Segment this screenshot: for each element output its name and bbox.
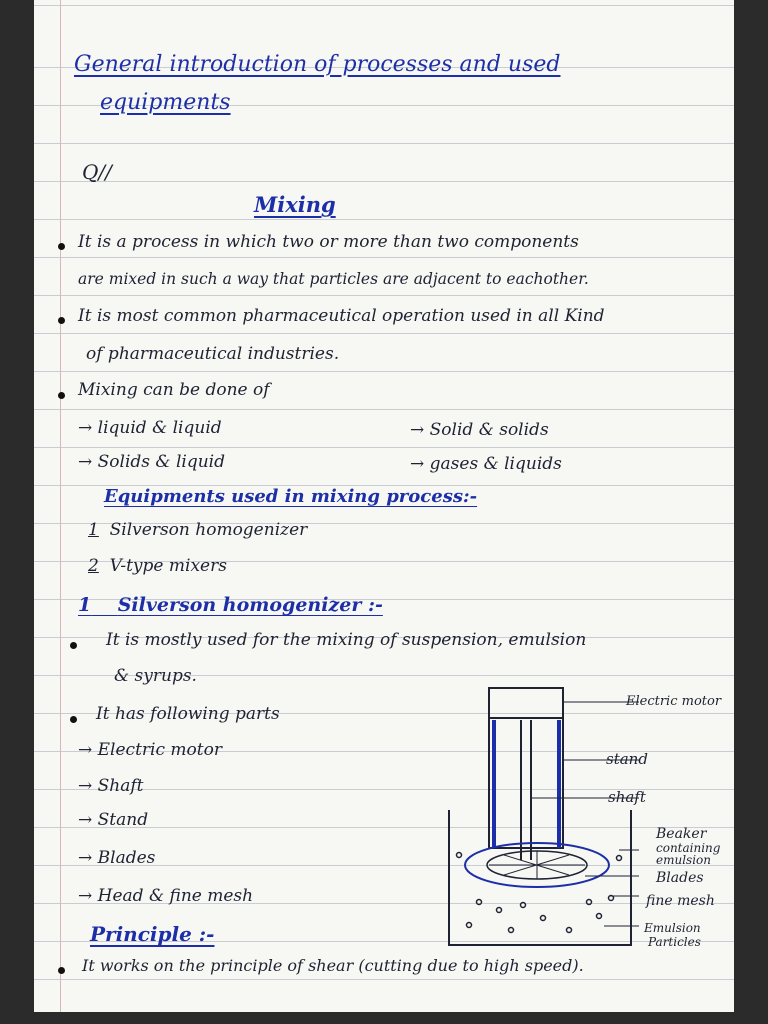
line-b2a: It is most common pharmaceutical operation used in all Kind bbox=[78, 306, 605, 326]
mix-gases-liquids: → gases & liquids bbox=[410, 454, 562, 474]
mix-liquid-liquid: → liquid & liquid bbox=[78, 418, 222, 438]
notebook-page bbox=[34, 0, 734, 1012]
bullet bbox=[58, 317, 65, 324]
mixing-heading: Mixing bbox=[254, 192, 336, 217]
label-beaker-2: containing bbox=[656, 841, 721, 855]
label-blades: Blades bbox=[656, 870, 704, 886]
part-electric-motor: → Electric motor bbox=[78, 740, 222, 760]
line-b3: Mixing can be done of bbox=[78, 380, 270, 400]
question-mark: Q// bbox=[82, 160, 112, 184]
equip-num-2: 2 bbox=[88, 556, 99, 576]
label-stand: stand bbox=[606, 750, 648, 768]
equip-text-2: V-type mixers bbox=[109, 556, 227, 576]
use-line-a: It is mostly used for the mixing of suspension, emulsion bbox=[106, 630, 587, 650]
bullet bbox=[58, 243, 65, 250]
bullet bbox=[70, 642, 77, 649]
margin-line bbox=[60, 0, 61, 1012]
label-pointers bbox=[531, 702, 639, 926]
label-fine-mesh: fine mesh bbox=[646, 893, 715, 909]
use-line-b: & syrups. bbox=[114, 666, 197, 686]
page-title-line1: General introduction of processes and used bbox=[74, 52, 561, 77]
mix-solids-liquid: → Solids & liquid bbox=[78, 452, 225, 472]
part-stand: → Stand bbox=[78, 810, 149, 830]
equip-item-1 bbox=[88, 520, 307, 540]
label-particles-1: Emulsion bbox=[644, 921, 701, 935]
line-b2b: of pharmaceutical industries. bbox=[86, 344, 340, 364]
section-heading bbox=[78, 594, 383, 616]
part-head-fine-mesh: → Head & fine mesh bbox=[78, 886, 254, 906]
label-shaft: shaft bbox=[608, 788, 646, 806]
motor-box bbox=[489, 688, 563, 718]
equip-num-1: 1 bbox=[88, 520, 99, 540]
part-blades: → Blades bbox=[78, 848, 156, 868]
line-b1a: It is a process in which two or more than two components bbox=[78, 232, 579, 252]
section-num: 1 bbox=[78, 594, 92, 616]
homogenizer-diagram bbox=[439, 680, 639, 955]
label-electric-motor: Electric motor bbox=[626, 694, 722, 709]
equip-text-1: Silverson homogenizer bbox=[109, 520, 308, 540]
line-b1b: are mixed in such a way that particles are adjacent to eachother. bbox=[78, 270, 589, 288]
label-particles-2: Particles bbox=[648, 935, 701, 949]
stand-frame bbox=[489, 718, 563, 848]
bullet bbox=[58, 967, 65, 974]
part-shaft: → Shaft bbox=[78, 776, 144, 796]
page-title-line2: equipments bbox=[100, 90, 231, 115]
mix-solid-solids: → Solid & solids bbox=[410, 420, 549, 440]
label-beaker-1: Beaker bbox=[656, 826, 707, 842]
parts-intro: It has following parts bbox=[96, 704, 280, 724]
equip-item-2 bbox=[88, 556, 227, 576]
equipments-heading: Equipments used in mixing process:- bbox=[104, 486, 478, 507]
bullet bbox=[70, 716, 77, 723]
label-beaker-3: emulsion bbox=[656, 853, 711, 867]
principle-heading: Principle :- bbox=[90, 922, 215, 946]
section-title: Silverson homogenizer :- bbox=[117, 594, 383, 616]
bullet bbox=[58, 392, 65, 399]
principle-text: It works on the principle of shear (cutting due to high speed). bbox=[82, 956, 584, 975]
